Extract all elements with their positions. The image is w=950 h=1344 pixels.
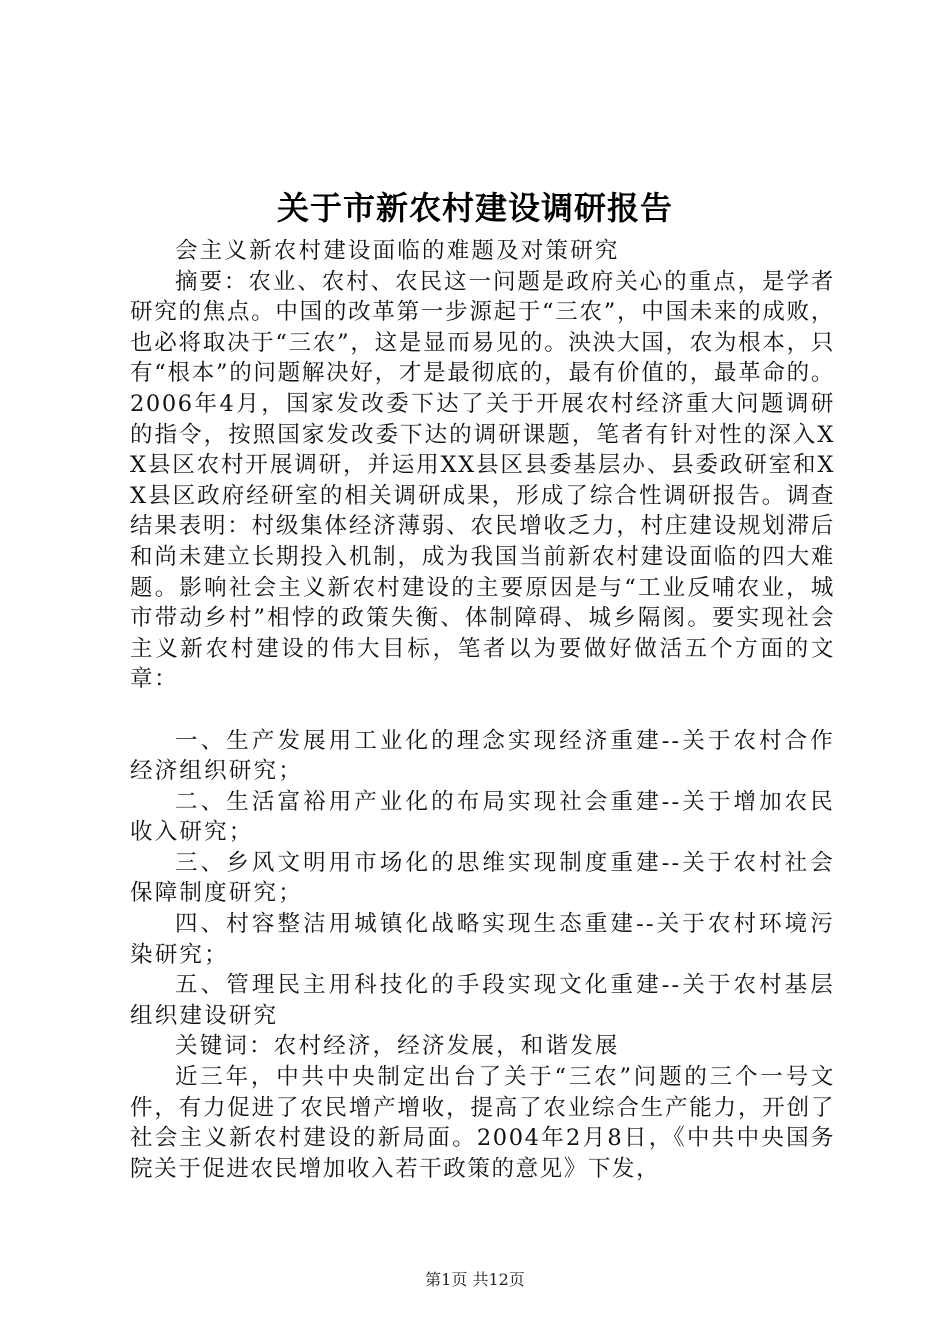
subtitle-paragraph: 会主义新农村建设面临的难题及对策研究 bbox=[175, 238, 620, 264]
list-item-1: 一、生产发展用工业化的理念实现经济重建--关于农村合作经济组织研究； bbox=[130, 727, 835, 785]
abstract-paragraph: 摘要：农业、农村、农民这一问题是政府关心的重点，是学者研究的焦点。中国的改革第一步源起于“三农”，中国未来的成败，也必将取决于“三农”，这是显而易见的。泱泱大国，农为根本，只有“根本”的问题解决好，才是最彻底的，最有价值的，最革命的。2006年4月，国家发改委下达了关于开展农村经济重大问题调研的指令，按照国家发改委下达的调研课题，笔者有针对性的深入XX县区农村开展调研，并运用XX县区县委基层办、县委政研室和XX县区政府经研室的相关调研成果，形成了综合性调研报告。调查结果表明：村级集体经济薄弱、农民增收乏力，村庄建设规划滞后和尚未建立长期投入机制，成为我国当前新农村建设面临的四大难题。影响社会主义新农村建设的主要原因是与“工业反哺农业，城市带动乡村”相悖的政策失衡、体制障碍、城乡隔阂。要实现社会主义新农村建设的伟大目标，笔者以为要做好做活五个方面的文章： bbox=[130, 268, 835, 693]
paragraph-spacer bbox=[130, 695, 835, 726]
body-paragraph: 近三年，中共中央制定出台了关于“三农”问题的三个一号文件，有力促进了农民增产增收，提高了农业综合生产能力，开创了社会主义新农村建设的新局面。2004年2月8日，《中共中央国务院关于促进农民增加收入若干政策的意见》下发， bbox=[130, 1064, 835, 1182]
keywords-paragraph: 关键词：农村经济，经济发展，和谐发展 bbox=[175, 1033, 620, 1060]
list-item-4: 四、村容整洁用城镇化战略实现生态重建--关于农村环境污染研究； bbox=[130, 911, 835, 968]
list-item-3: 三、乡风文明用市场化的思维实现制度重建--关于农村社会保障制度研究； bbox=[130, 849, 835, 907]
page-footer: 第1页 共12页 bbox=[425, 1270, 525, 1289]
document-body bbox=[130, 236, 835, 1184]
document-title: 关于市新农村建设调研报告 bbox=[276, 189, 673, 227]
list-item-5: 五、管理民主用科技化的手段实现文化重建--关于农村基层组织建设研究 bbox=[130, 972, 835, 1029]
list-item-2: 二、生活富裕用产业化的布局实现社会重建--关于增加农民收入研究； bbox=[130, 788, 835, 846]
